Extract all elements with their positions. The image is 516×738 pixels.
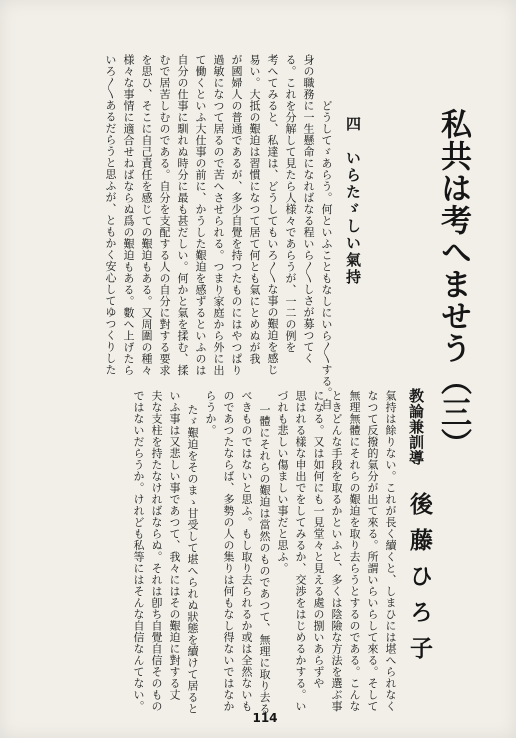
body-line: ではないだらうか。けれども私等にはそんな自信なんてない。 — [132, 390, 145, 712]
body-line: 易い。大抵の艱迫は習慣になつて居て何とも氣にとめぬが我 — [248, 54, 261, 365]
body-line: 一體にそれらの艱迫は當然のものであつて、無理に取り去る — [258, 404, 271, 715]
body-line: たゞ艱迫をそのまゝ甘受して堪へられぬ狀態を續けて居ると — [186, 404, 199, 715]
body-line: ときどんな手段を取るかといふと、多くは陰險な方法を選ぶ事 — [330, 390, 343, 712]
body-line: 過敏になつて居るので苦へさせられる。つまり家庭から外に出 — [212, 54, 225, 376]
body-line: る。これを分解して見たら人様々であらうが、一二の例を — [284, 54, 297, 353]
body-line: 無理無體にそれらの艱迫を取り去らうとするのである。こんな — [348, 390, 361, 712]
body-line: 様々な事情に適合せねばならぬ爲の艱迫もある。數へ上げたら — [122, 54, 135, 376]
article-title: 私共は考へませう（三） — [435, 108, 471, 460]
body-line: べきものではないと思ふ。もし取り去られるか或は全然ないも — [240, 390, 253, 712]
body-line: が國婦人の普通であるが、多少自覺を持つたものにはやつぱり — [230, 54, 243, 376]
author-position: 教論兼訓導 — [407, 388, 425, 466]
body-line: 自分の仕事に馴れぬ時分に最も甚だしい。何かと氣を揉む、揉 — [176, 54, 189, 376]
body-line: て働くといふ大仕事の前に、かうした艱迫を感ずるといふのは — [194, 54, 207, 376]
section-heading: 四 いらたゞしい氣持 — [344, 116, 362, 286]
body-line: いふ事は又悲しい事であつて、我々にはその艱迫に對する丈 — [168, 390, 181, 701]
body-line: づれも悲しい傷ましい事だと思ふ。 — [276, 390, 289, 574]
body-line: 夫な支柱を持たなければならぬ。それは卽ち自覺自信そのもの — [150, 390, 163, 712]
body-line: らうか。 — [204, 390, 217, 436]
author-name: 後藤ひろ子 — [406, 492, 433, 672]
body-line: どうしてゞあらう。何といふこともなしにいら〳〵する。自 — [320, 100, 333, 410]
page-number: 114 — [252, 711, 278, 725]
body-line: 思はれる樣な申出でをしてみるか、交渉をはじめるかする。い — [294, 390, 307, 712]
body-line: 考へてみると、私達は、どうしてもいろ〳〵な事の艱迫を感じ — [266, 54, 279, 376]
body-line: なつて反撥的氣分が出て來る。所謂いらいらして來る。そして — [366, 390, 379, 712]
body-line: むで居苦しむのである。自分を支配する人の自分に對する要求 — [158, 54, 171, 376]
body-line: 身の職務に一生懸命になればなる程いら〳〵しさが募つてく — [302, 54, 315, 364]
body-line: のであつたならば、多勢の人の集りは何もなし得ないではなか — [222, 390, 235, 712]
body-line: になる。又は如何にも一見堂々と見える處の捌いあらずや — [312, 390, 325, 689]
body-line: いろ〳〵あるだらうと思ふが、ともかく安心してゆつくりした — [104, 54, 117, 376]
body-line: 氣持は餘りない。これが長く續くと、しまひには堪へられなく — [384, 390, 397, 712]
body-line: を思ひ、そこに自己責任を感じての艱迫もある。又周圍の種々 — [140, 54, 153, 376]
